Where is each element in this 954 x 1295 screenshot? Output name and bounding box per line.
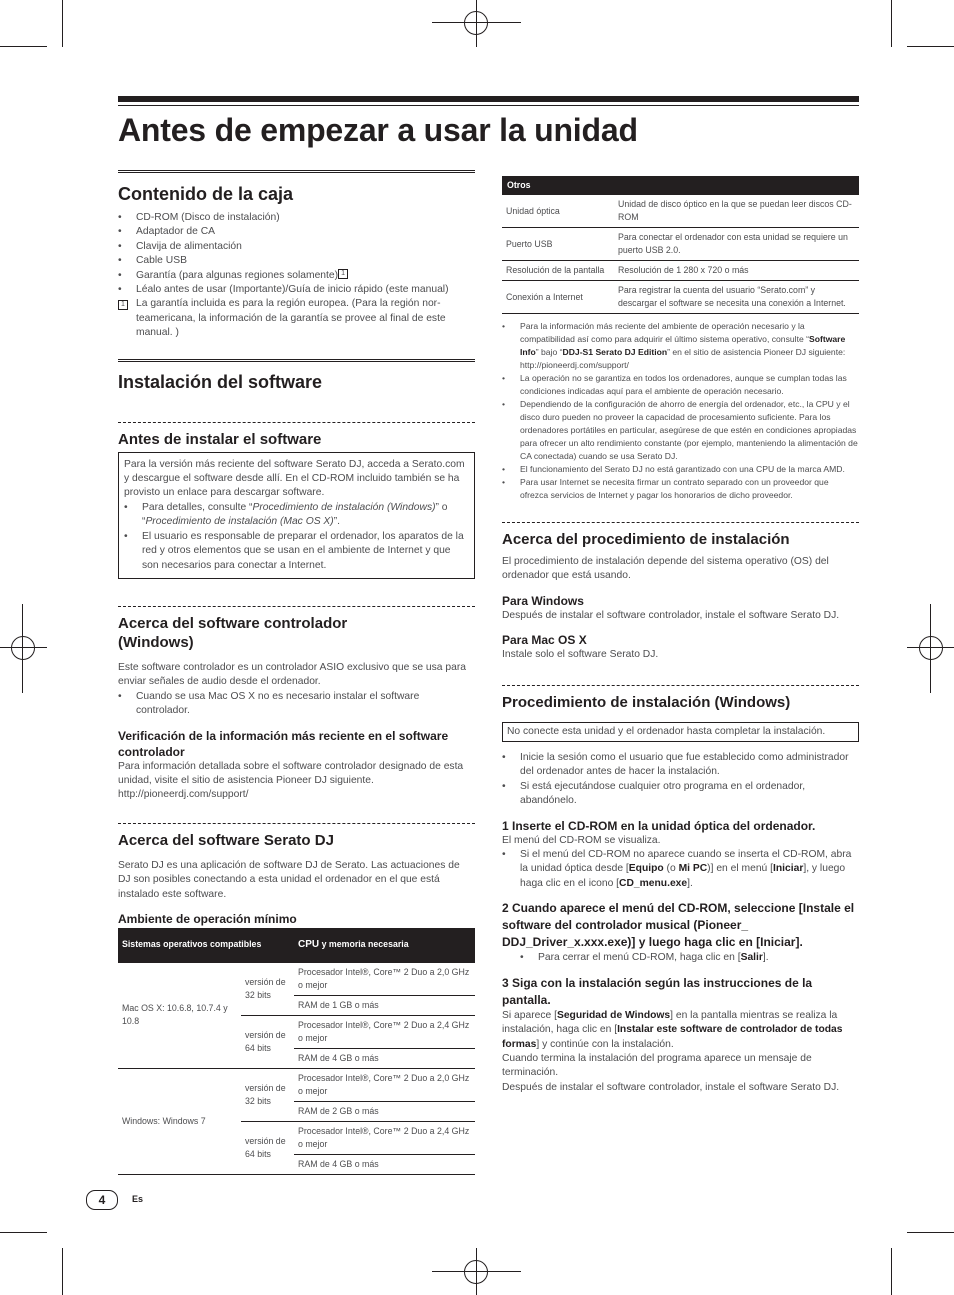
text: ] en la pantalla mientras se realiza la instalación, haga clic en [ xyxy=(502,1009,838,1036)
text: Para detalles, consulte “ xyxy=(142,501,253,513)
table-cell-cpu: Procesador Intel®, Core™ 2 Duo a 2,0 GHz o mejor xyxy=(294,1068,475,1101)
list-item xyxy=(520,951,859,965)
page-title: Antes de empezar a usar la unidad xyxy=(118,112,638,148)
subheading-ambiente: Ambiente de operación mínimo xyxy=(118,911,297,926)
subsection-rule xyxy=(118,823,475,824)
text: (o xyxy=(663,863,679,875)
right-column xyxy=(502,176,859,1095)
ui-label-iniciar: Iniciar xyxy=(773,863,804,875)
section-rule xyxy=(118,170,475,176)
table-cell-version: versión de 32 bits xyxy=(241,962,294,1015)
text-bold: Software Info xyxy=(520,334,846,357)
text: Si el menú del CD-ROM no aparece cuando se inserta el CD-ROM, abra la unidad óptica desde [ xyxy=(520,849,852,875)
list-item: • Clavija de alimentación xyxy=(118,240,475,254)
crop-mark xyxy=(432,1271,521,1272)
crop-mark xyxy=(0,1232,47,1233)
subheading-mac: Para Mac OS X xyxy=(502,633,587,648)
text: ]. xyxy=(762,952,769,964)
text: ” bajo “ xyxy=(535,347,563,357)
registration-mark xyxy=(919,636,943,660)
table-cell-value: Para registrar la cuenta del usuario “Serato.com” y descargar el software se necesita una conexión a Internet. xyxy=(614,281,859,314)
section-title-contenido: Contenido de la caja xyxy=(118,184,294,204)
table-row xyxy=(118,1068,475,1101)
crop-mark xyxy=(22,604,23,693)
footnote-marker: 1 xyxy=(338,269,348,279)
table-cell-key: Conexión a Internet xyxy=(502,281,614,314)
subsection-title-controlador: Acerca del software controlador (Windows) xyxy=(118,614,348,651)
table-header xyxy=(118,928,475,963)
list xyxy=(502,951,859,965)
list-item: • El usuario es responsable de preparar el ordenador, los aparatos de la red y otros elementos que se usan en el ambiente de Internet y que son necesarios para conectar a Internet. xyxy=(124,530,469,573)
crop-mark xyxy=(930,604,931,693)
list-item xyxy=(118,269,475,283)
crop-mark xyxy=(891,1248,892,1295)
subsection-title-serato: Acerca del software Serato DJ xyxy=(118,831,334,849)
table-cell-value: Resolución de 1 280 x 720 o más xyxy=(614,261,859,281)
text: ” o “ xyxy=(142,501,448,528)
table-cell-ram: RAM de 2 GB o más xyxy=(294,1101,475,1121)
text-bold: DDJ-S1 Serato DJ Edition xyxy=(562,347,668,357)
table-header-os: Sistemas operativos compatibles xyxy=(118,928,294,963)
box-contents-list xyxy=(118,211,475,297)
subsection-title-windows-proc: Procedimiento de instalación (Windows) xyxy=(502,693,791,711)
footnote-marker: 1 xyxy=(118,300,128,310)
paragraph: El procedimiento de instalación depende del sistema operativo (OS) del ordenador que está usando. xyxy=(502,556,829,582)
title-rule xyxy=(118,96,859,102)
table-cell-cpu: Procesador Intel®, Core™ 2 Duo a 2,4 GHz o mejor xyxy=(294,1015,475,1048)
paragraph: Para información detallada sobre el software controlador designado de esta unidad, visite el sitio de asistencia Pioneer DJ siguiente. xyxy=(118,760,464,786)
info-box-text: Para la versión más reciente del software Serato DJ, acceda a Serato.com y descargue el software desde allí. En el CD-ROM incluido también se ha provisto un enlace para descargar software. xyxy=(124,458,465,499)
subsection-rule xyxy=(118,606,475,607)
list-item: • Léalo antes de usar (Importante)/Guía de inicio rápido (este manual) xyxy=(118,283,475,297)
table-cell-ram: RAM de 4 GB o más xyxy=(294,1048,475,1068)
table-cell-version: versión de 32 bits xyxy=(241,1068,294,1121)
ui-label-cd-menu: CD_menu.exe xyxy=(619,877,688,889)
step-2-title: 2 Cuando aparece el menú del CD-ROM, seleccione [Instale el software del controlador musical (Pioneer_ DDJ_Driver_x.xxx.exe)] y luego haga clic en [Iniciar]. xyxy=(502,901,855,950)
info-box-list xyxy=(124,501,469,573)
table-cell-version: versión de 64 bits xyxy=(241,1121,294,1174)
step-1-title: 1 Inserte el CD-ROM en la unidad óptica del ordenador. xyxy=(502,818,816,833)
subheading-verificacion: Verificación de la información más reciente en el software controlador xyxy=(118,728,449,759)
paragraph: Cuando termina la instalación del programa aparece un mensaje de terminación. xyxy=(502,1052,812,1079)
table-cell-cpu: Procesador Intel®, Core™ 2 Duo a 2,0 GHz o mejor xyxy=(294,962,475,995)
left-column xyxy=(118,170,475,1175)
requirements-table xyxy=(118,928,475,1175)
paragraph xyxy=(502,1009,859,1052)
list xyxy=(502,751,859,809)
table-row xyxy=(118,962,475,995)
crop-mark xyxy=(432,22,521,23)
table-cell-os: Windows: Windows 7 xyxy=(118,1068,241,1174)
table-header-otros: Otros xyxy=(502,176,859,195)
ui-label-salir: Salir xyxy=(740,952,763,964)
footnote-text: La garantía incluida es para la región europea. (Para la región nor-teamericana, la información de la garantía se provee al final de este manual. ) xyxy=(136,298,446,339)
title-rule-thin xyxy=(118,105,859,106)
table-header xyxy=(502,176,859,195)
section-title-instalacion: Instalación del software xyxy=(118,371,323,392)
text: Para cerrar el menú CD-ROM, haga clic en [ xyxy=(538,952,741,964)
section-rule xyxy=(118,359,475,365)
list-item: • Inicie la sesión como el usuario que fue establecido como administrador del ordenador antes de hacer la instalación. xyxy=(502,751,859,780)
table-cell-version: versión de 64 bits xyxy=(241,1015,294,1068)
list-item: • Para usar Internet se necesita firmar un contrato separado con un proveedor que ofrezca servicios de Internet y pagar los honorarios de dicho proveedor. xyxy=(502,476,859,502)
text: )] en el menú [ xyxy=(707,863,773,875)
subsection-rule xyxy=(118,422,475,423)
crop-mark xyxy=(0,46,47,47)
table-cell-value: Para conectar el ordenador con esta unidad se requiere un puerto USB 2.0. xyxy=(614,228,859,261)
header-cpu-rest: y memoria necesaria xyxy=(319,939,409,950)
list-item: • Cuando se usa Mac OS X no es necesario instalar el software controlador. xyxy=(118,690,475,719)
table-row xyxy=(502,195,859,228)
list-item: • CD-ROM (Disco de instalación) xyxy=(118,211,475,225)
other-requirements-table xyxy=(502,176,859,314)
warning-box: No conecte esta unidad y el ordenador hasta completar la instalación. xyxy=(502,722,859,742)
text: ” en el sitio de asistencia Pioneer DJ siguiente: xyxy=(667,347,846,357)
crop-mark xyxy=(62,1248,63,1295)
paragraph: Después de instalar el software controlador, instale el software Serato DJ. xyxy=(502,1081,840,1093)
ui-label-instalar: Instalar este software de controlador de todas formas xyxy=(502,1024,843,1050)
crop-mark xyxy=(0,647,47,648)
text: ] y continúe con la instalación. xyxy=(536,1038,674,1050)
text: ]. xyxy=(687,877,693,889)
list-item: • Si está ejecutándose cualquier otro programa en el ordenador, abandónelo. xyxy=(502,780,859,809)
text: ”. xyxy=(333,516,341,528)
table-cell-key: Puerto USB xyxy=(502,228,614,261)
support-url[interactable]: http://pioneerdj.com/support/ xyxy=(520,360,629,370)
crop-mark xyxy=(907,46,954,47)
paragraph: Instale solo el software Serato DJ. xyxy=(502,649,659,661)
text: Para la información más reciente del ambiente de operación necesario y la compatibilidad así como para adquirir el último sistema operativo, consulte “ xyxy=(520,321,809,344)
paragraph: El menú del CD-ROM se visualiza. xyxy=(502,834,661,846)
table-cell-ram: RAM de 1 GB o más xyxy=(294,995,475,1015)
ui-label-seguridad: Seguridad de Windows xyxy=(556,1009,671,1021)
subheading-windows: Para Windows xyxy=(502,593,584,608)
link-mac-procedure[interactable]: Procedimiento de instalación (Mac OS X) xyxy=(145,516,334,528)
paragraph: Este software controlador es un controlador ASIO exclusivo que se usa para enviar señales de audio desde el ordenador. xyxy=(118,661,466,688)
list-item: • La operación no se garantiza en todos los ordenadores, aunque se cumplan todas las condiciones indicadas aquí para el ambiente de operación necesario. xyxy=(502,372,859,398)
header-cpu: CPU xyxy=(298,939,320,951)
table-cell-key: Unidad óptica xyxy=(502,195,614,228)
table-cell-cpu: Procesador Intel®, Core™ 2 Duo a 2,4 GHz o mejor xyxy=(294,1121,475,1154)
list xyxy=(118,690,475,719)
support-url[interactable]: http://pioneerdj.com/support/ xyxy=(118,789,249,801)
crop-mark xyxy=(907,1232,954,1233)
table-cell-key: Resolución de la pantalla xyxy=(502,261,614,281)
paragraph: Después de instalar el software controlador, instale el software Serato DJ. xyxy=(502,609,840,621)
paragraph: Serato DJ es una aplicación de software DJ de Serato. Las actuaciones de DJ son posibles conectando a esta unidad el ordenador en el que está instalado este software. xyxy=(118,859,460,900)
list-item xyxy=(502,320,859,372)
page-number: 4 xyxy=(86,1190,118,1210)
list-item xyxy=(502,848,859,891)
footnote xyxy=(118,297,475,340)
text: Si aparece [ xyxy=(502,1009,557,1021)
step-3-title: 3 Siga con la instalación según las instrucciones de la pantalla. xyxy=(502,975,813,1007)
ui-label-mi-pc: Mi PC xyxy=(678,863,708,875)
list-item-text: Garantía (para algunas regiones solamente) xyxy=(136,269,339,281)
crop-mark xyxy=(476,0,477,47)
link-windows-procedure[interactable]: Procedimiento de instalación (Windows) xyxy=(252,501,436,513)
subsection-title-procedimiento: Acerca del procedimiento de instalación xyxy=(502,531,790,548)
table-header-cpu xyxy=(294,928,475,963)
language-code: Es xyxy=(132,1194,144,1204)
table-cell-ram: RAM de 4 GB o más xyxy=(294,1154,475,1174)
table-cell-value: Unidad de disco óptico en la que se puedan leer discos CD-ROM xyxy=(614,195,859,228)
list-item: • Adaptador de CA xyxy=(118,225,475,239)
crop-mark xyxy=(891,0,892,47)
notes-list xyxy=(502,320,859,502)
list-item: • El funcionamiento del Serato DJ no está garantizado con una CPU de la marca AMD. xyxy=(502,463,859,476)
table-row xyxy=(502,281,859,314)
table-row xyxy=(502,228,859,261)
list-item: • Dependiendo de la configuración de ahorro de energía del ordenador, etc., la CPU y el disco duro pueden no proveer la capacidad de procesamiento suficiente. Para los ordenadores portátiles en particular, asegúrese de que estén en condiciones apropiadas para ofrecer un alto rendimiento constante (por ejemplo, manteniendo la alimentación de CA conectada) cuando se usa Serato DJ. xyxy=(502,398,859,463)
subsection-title-antes: Antes de instalar el software xyxy=(118,430,322,448)
crop-mark xyxy=(62,0,63,47)
list xyxy=(502,848,859,891)
table-cell-os: Mac OS X: 10.6.8, 10.7.4 y 10.8 xyxy=(118,962,241,1068)
subsection-rule xyxy=(502,522,859,523)
info-box xyxy=(118,452,475,579)
table-row xyxy=(502,261,859,281)
text: ], y luego haga clic en el icono [ xyxy=(520,863,846,889)
subsection-rule xyxy=(502,685,859,686)
crop-mark xyxy=(907,647,954,648)
list-item: • Cable USB xyxy=(118,254,475,268)
list-item xyxy=(124,501,469,530)
registration-mark xyxy=(11,636,35,660)
ui-label-equipo: Equipo xyxy=(628,863,664,875)
